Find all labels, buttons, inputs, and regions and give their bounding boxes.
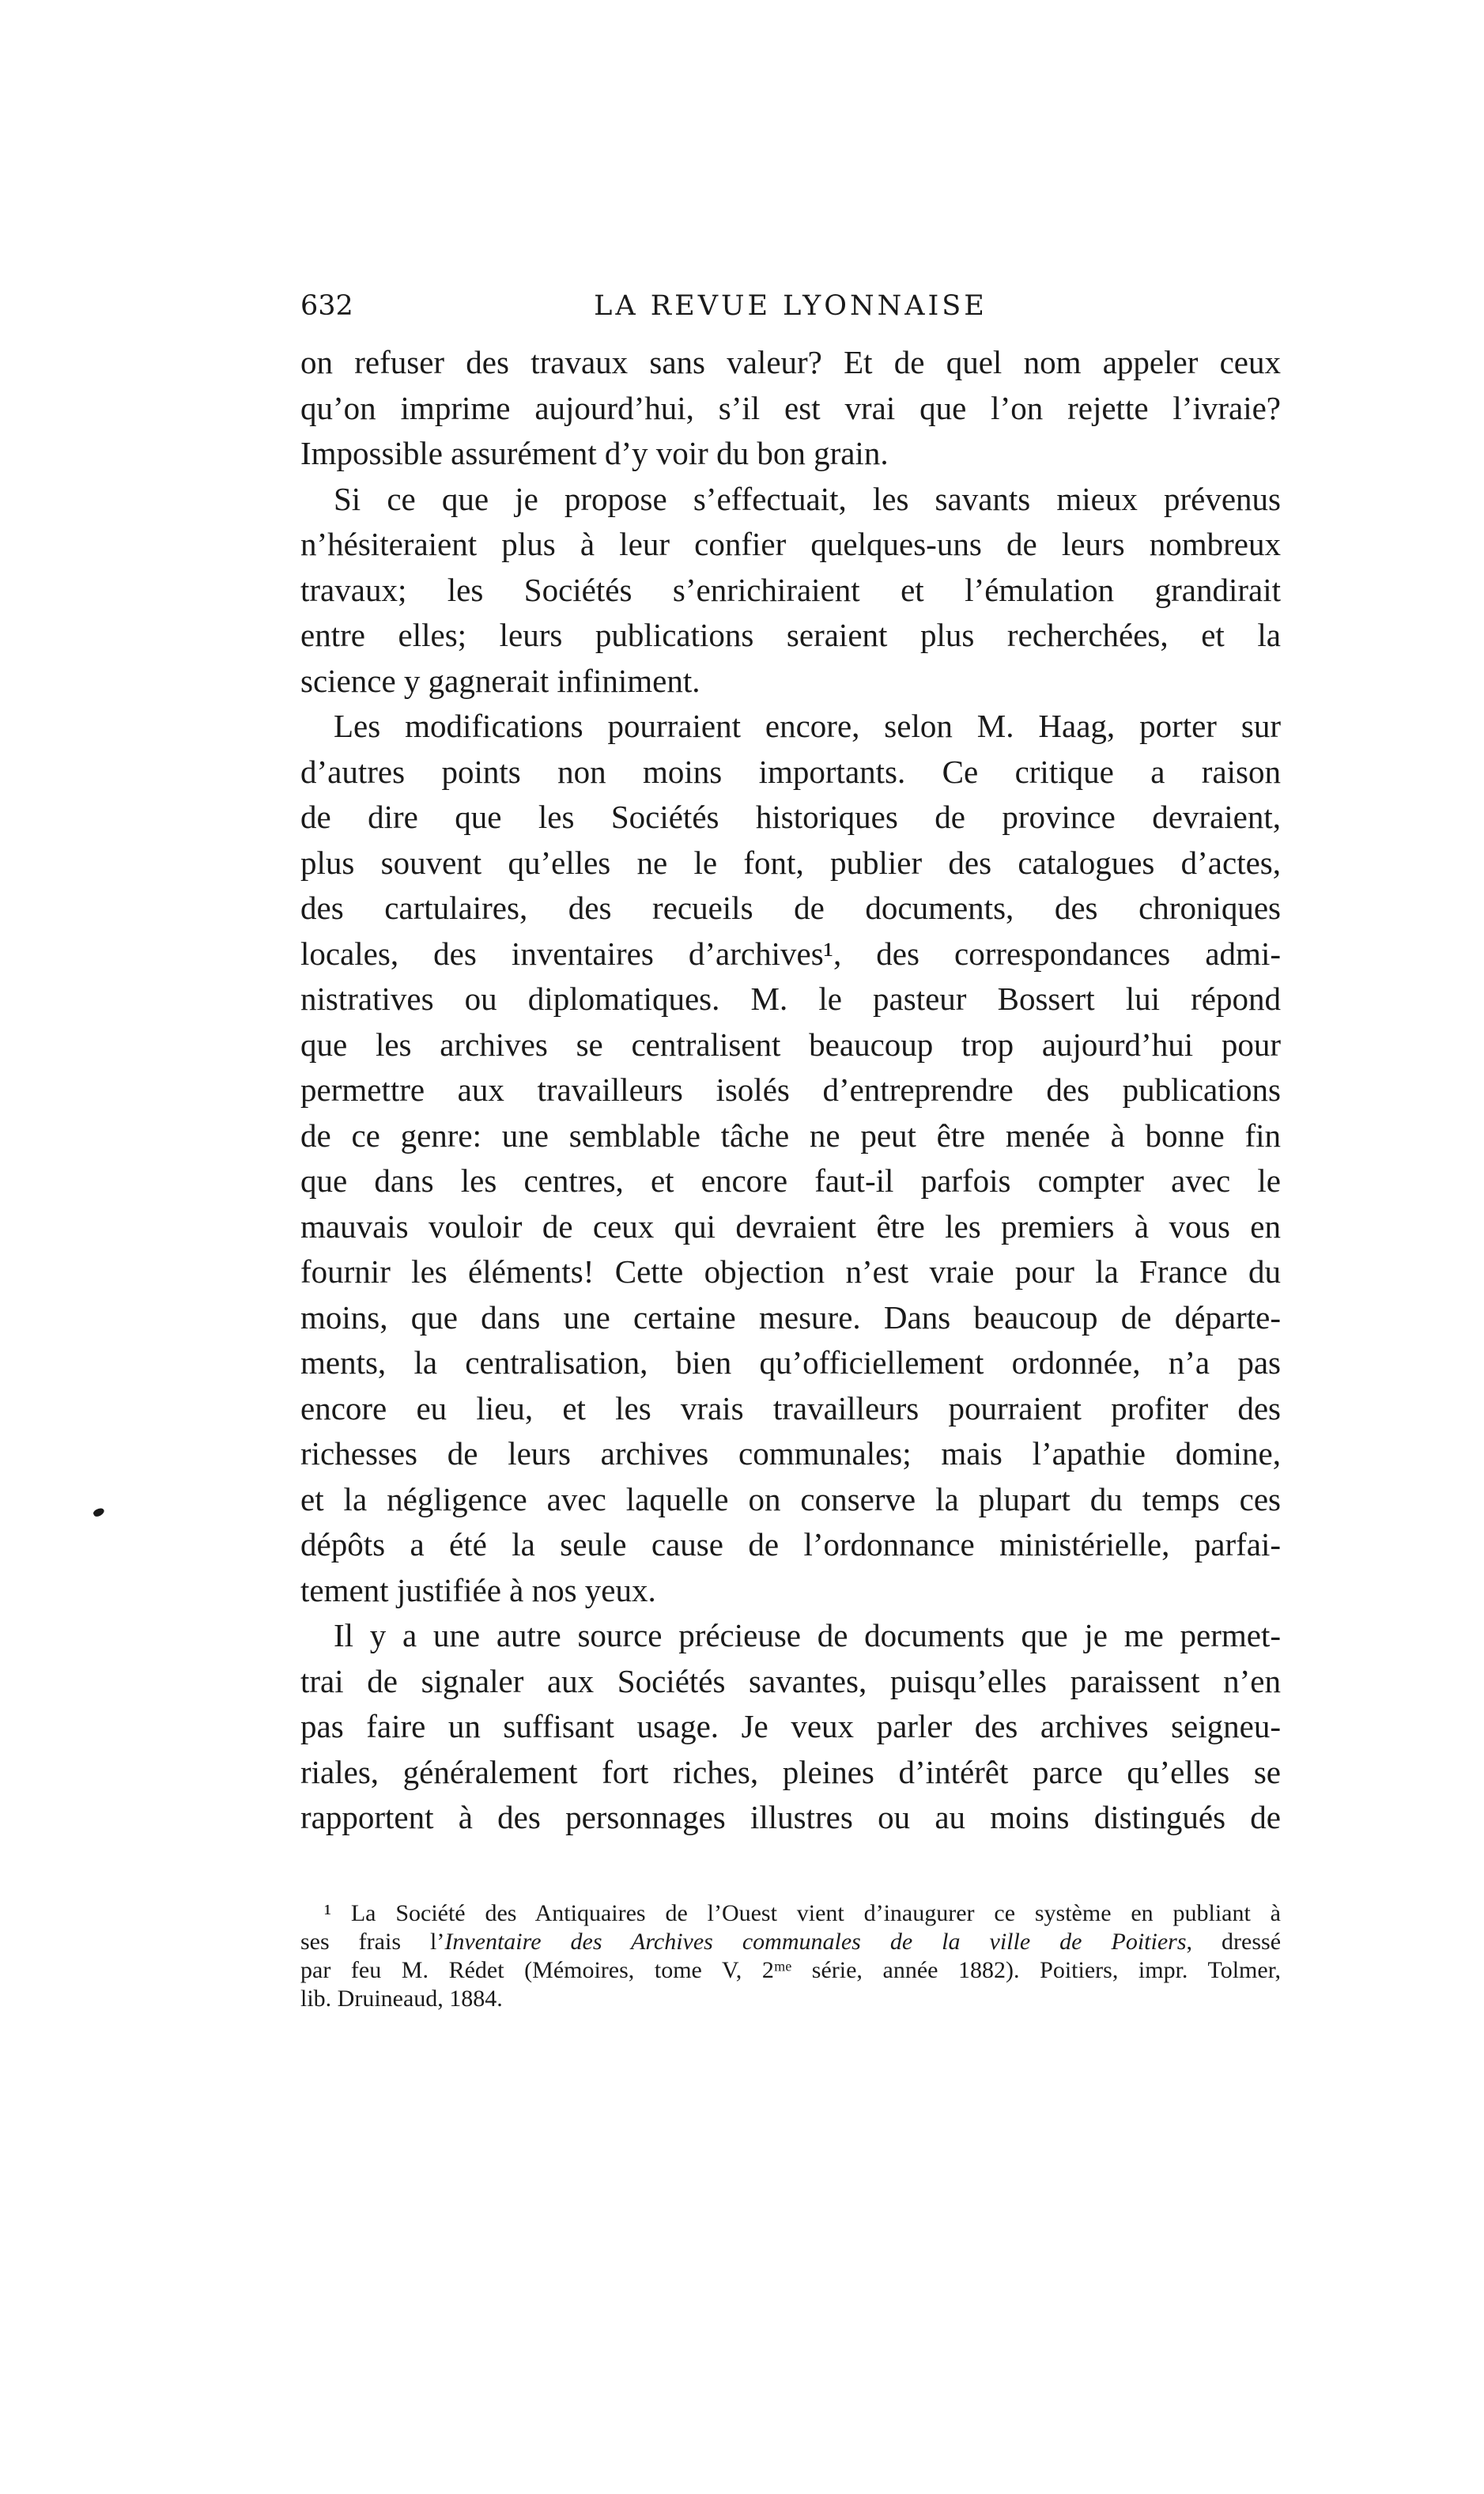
text-line: qu’on imprime aujourd’hui, s’il est vrai que l’on rejette l’ivraie? [300, 389, 1281, 426]
text-line: on refuser des travaux sans valeur? Et de quel nom appeler ceux [300, 344, 1281, 380]
text-line: plus souvent qu’elles ne le font, publier des catalogues d’actes, [300, 844, 1281, 881]
footnote-text: , dressé [1186, 1929, 1281, 1955]
footnote-line [300, 1928, 1281, 1956]
text-line: tement justifiée à nos yeux. [300, 1571, 656, 1608]
paragraph-start-line: Si ce que je propose s’effectuait, les savants mieux prévenus [334, 480, 1281, 517]
paragraph-start-line: Les modifications pourraient encore, selon M. Haag, porter sur [334, 708, 1281, 744]
text-line: que les archives se centralisent beaucoup trop aujourd’hui pour [300, 1026, 1281, 1063]
footnote-line: par feu M. Rédet (Mémoires, tome V, 2ᵐᵉ série, année 1882). Poitiers, impr. Tolmer, [300, 1957, 1281, 1983]
text-line: de dire que les Sociétés historiques de province devraient, [300, 799, 1281, 835]
running-head [300, 286, 1281, 326]
text-line: et la négligence avec laquelle on conserve la plupart du temps ces [300, 1480, 1281, 1517]
text-line: n’hésiteraient plus à leur confier quelques-uns de leurs nombreux [300, 526, 1281, 562]
body-text [300, 340, 1281, 1841]
text-line: moins, que dans une certaine mesure. Dans beaucoup de départe- [300, 1298, 1281, 1336]
text-line: riales, généralement fort riches, pleines d’intérêt parce qu’elles se [300, 1753, 1281, 1790]
text-line: de ce genre: une semblable tâche ne peut être menée à bonne fin [300, 1117, 1281, 1154]
text-line: locales, des inventaires d’archives¹, des correspondances admi- [300, 935, 1281, 972]
text-line: Impossible assurément d’y voir du bon grain. [300, 435, 889, 471]
text-line: travaux; les Sociétés s’enrichiraient et l’émulation grandirait [300, 571, 1281, 608]
footnote-line: lib. Druineaud, 1884. [300, 1986, 503, 2012]
footnote [300, 1899, 1281, 2013]
text-line: d’autres points non moins importants. Ce critique a raison [300, 753, 1281, 790]
text-line: trai de signaler aux Sociétés savantes, puisqu’elles paraissent n’en [300, 1662, 1281, 1699]
ink-speck [93, 1506, 106, 1518]
text-line: richesses de leurs archives communales; mais l’apathie domine, [300, 1435, 1281, 1472]
text-line: entre elles; leurs publications seraient plus recherchées, et la [300, 617, 1281, 653]
text-line: pas faire un suffisant usage. Je veux parler des archives seigneu- [300, 1708, 1281, 1744]
text-line: des cartulaires, des recueils de documents, des chroniques [300, 890, 1281, 926]
text-line: permettre aux travailleurs isolés d’entreprendre des publications [300, 1071, 1281, 1108]
text-line: science y gagnerait infiniment. [300, 662, 700, 699]
footnote-title-italic: Inventaire des Archives communales de la ville de Poitiers [444, 1929, 1187, 1955]
footnote-line: ¹ La Société des Antiquaires de l’Ouest vient d’inaugurer ce système en publiant à [324, 1900, 1281, 1926]
text-line: fournir les éléments! Cette objection n’est vraie pour la France du [300, 1253, 1281, 1290]
journal-title: LA REVUE LYONNAISE [594, 290, 987, 322]
text-line: nistratives ou diplomatiques. M. le pasteur Bossert lui répond [300, 981, 1281, 1017]
paragraph-start-line: Il y a une autre source précieuse de documents que je me permet- [334, 1617, 1281, 1653]
text-line: ments, la centralisation, bien qu’officiellement ordonnée, n’a pas [300, 1344, 1281, 1381]
text-line: que dans les centres, et encore faut-il parfois compter avec le [300, 1162, 1281, 1199]
text-line: mauvais vouloir de ceux qui devraient être les premiers à vous en [300, 1207, 1281, 1245]
page-number: 632 [300, 290, 353, 322]
text-line: rapportent à des personnages illustres ou au moins distingués de [300, 1799, 1281, 1835]
text-line: dépôts a été la seule cause de l’ordonnance ministérielle, parfai- [300, 1526, 1281, 1563]
footnote-text: ses frais l’ [300, 1929, 445, 1955]
text-line: encore eu lieu, et les vrais travailleurs pourraient profiter des [300, 1389, 1281, 1426]
